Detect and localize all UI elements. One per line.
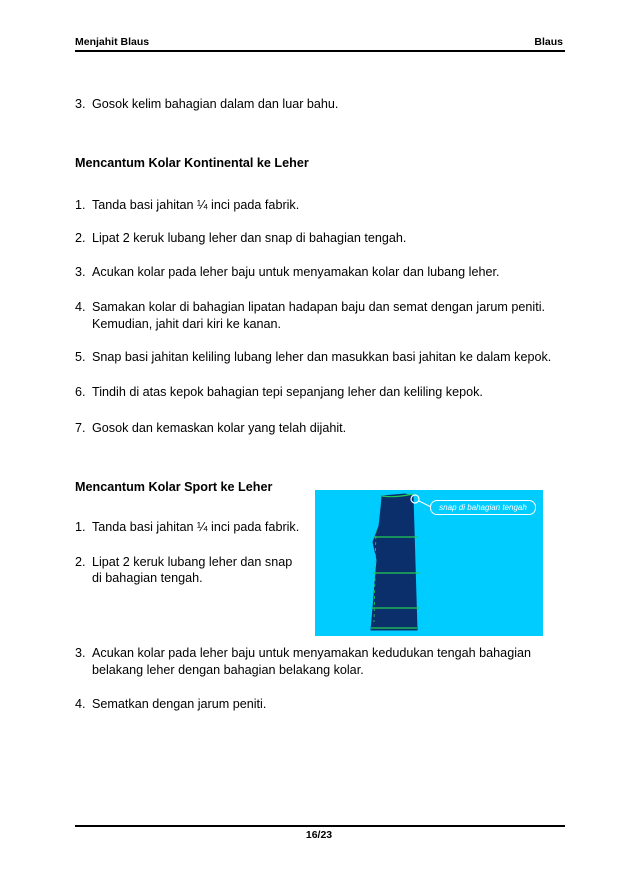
item-text: Sematkan dengan jarum peniti. (92, 697, 267, 711)
item-number: 2. (75, 231, 86, 245)
item-text: Tanda basi jahitan ¼ inci pada fabrik. (92, 520, 300, 534)
item-text: Samakan kolar di bahagian lipatan hadapan baju dan semat dengan jarum peniti. (92, 300, 545, 314)
page-number: 16/23 (305, 829, 333, 841)
collar-sewing-illustration (315, 490, 543, 636)
item-number: 1. (75, 520, 86, 534)
item-text: Acukan kolar pada leher baju untuk menyamakan kedudukan tengah bahagian (92, 646, 531, 660)
item-text: Lipat 2 keruk lubang leher dan snap (92, 555, 293, 569)
item-number: 4. (75, 697, 86, 711)
section-heading-kontinental: Mencantum Kolar Kontinental ke Leher (75, 156, 309, 170)
item-text: Gosok kelim bahagian dalam dan luar bahu. (92, 97, 339, 111)
footer-rule (75, 825, 565, 827)
item-text: Gosok dan kemaskan kolar yang telah dijahit. (92, 421, 347, 435)
header-rule (75, 50, 565, 52)
item-text: Acukan kolar pada leher baju untuk menyamakan kolar dan lubang leher. (92, 265, 500, 279)
item-number: 7. (75, 421, 86, 435)
item-text: Tanda basi jahitan ¼ inci pada fabrik. (92, 198, 300, 212)
item-text-continued: belakang leher dengan bahagian belakang kolar. (92, 663, 364, 677)
section-heading-sport: Mencantum Kolar Sport ke Leher (75, 480, 273, 494)
item-number: 6. (75, 385, 86, 399)
item-text: Lipat 2 keruk lubang leher dan snap di bahagian tengah. (92, 231, 407, 245)
page-header (75, 36, 565, 51)
item-number: 4. (75, 300, 86, 314)
item-number: 3. (75, 265, 86, 279)
item-text-continued: di bahagian tengah. (92, 571, 203, 585)
item-number: 3. (75, 646, 86, 660)
blouse-panel-shape (371, 494, 417, 630)
item-text-continued: Kemudian, jahit dari kiri ke kanan. (92, 317, 282, 331)
item-number: 5. (75, 350, 86, 364)
item-number: 3. (75, 97, 86, 111)
item-text: Snap basi jahitan keliling lubang leher dan masukkan basi jahitan ke dalam kepok. (92, 350, 552, 364)
snap-label: snap di bahagian tengah (430, 500, 536, 515)
item-text: Tindih di atas kepok bahagian tepi sepanjang leher dan keliling kepok. (92, 385, 483, 399)
item-number: 2. (75, 555, 86, 569)
item-number: 1. (75, 198, 86, 212)
header-document-title: Menjahit Blaus (75, 36, 150, 48)
header-section-title: Blaus (534, 36, 563, 48)
